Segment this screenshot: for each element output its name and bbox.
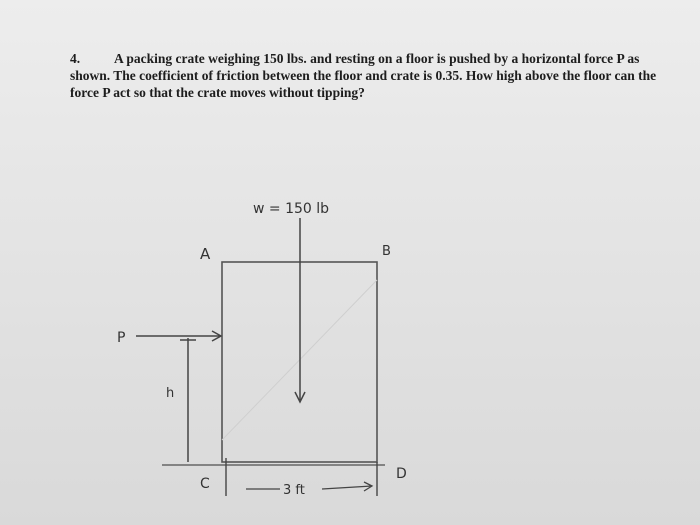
corner-label-b: B (382, 244, 391, 259)
corner-label-d: D (396, 466, 407, 482)
height-label: h (166, 386, 175, 401)
force-label: P (117, 330, 126, 346)
weight-label: w = 150 lb (253, 201, 330, 217)
width-dim-right (322, 486, 372, 489)
problem-text: A packing crate weighing 150 lbs. and resting on a floor is pushed by a horizontal force P as shown. The coefficient of friction between the floor and crate is 0.35. How high above the floor can the force P act so that the crate moves without tipping? (70, 51, 657, 100)
width-label: 3 ft (283, 483, 305, 498)
corner-label-a: A (200, 245, 211, 263)
problem-number: 4. (70, 51, 81, 66)
corner-label-c: C (200, 476, 210, 492)
